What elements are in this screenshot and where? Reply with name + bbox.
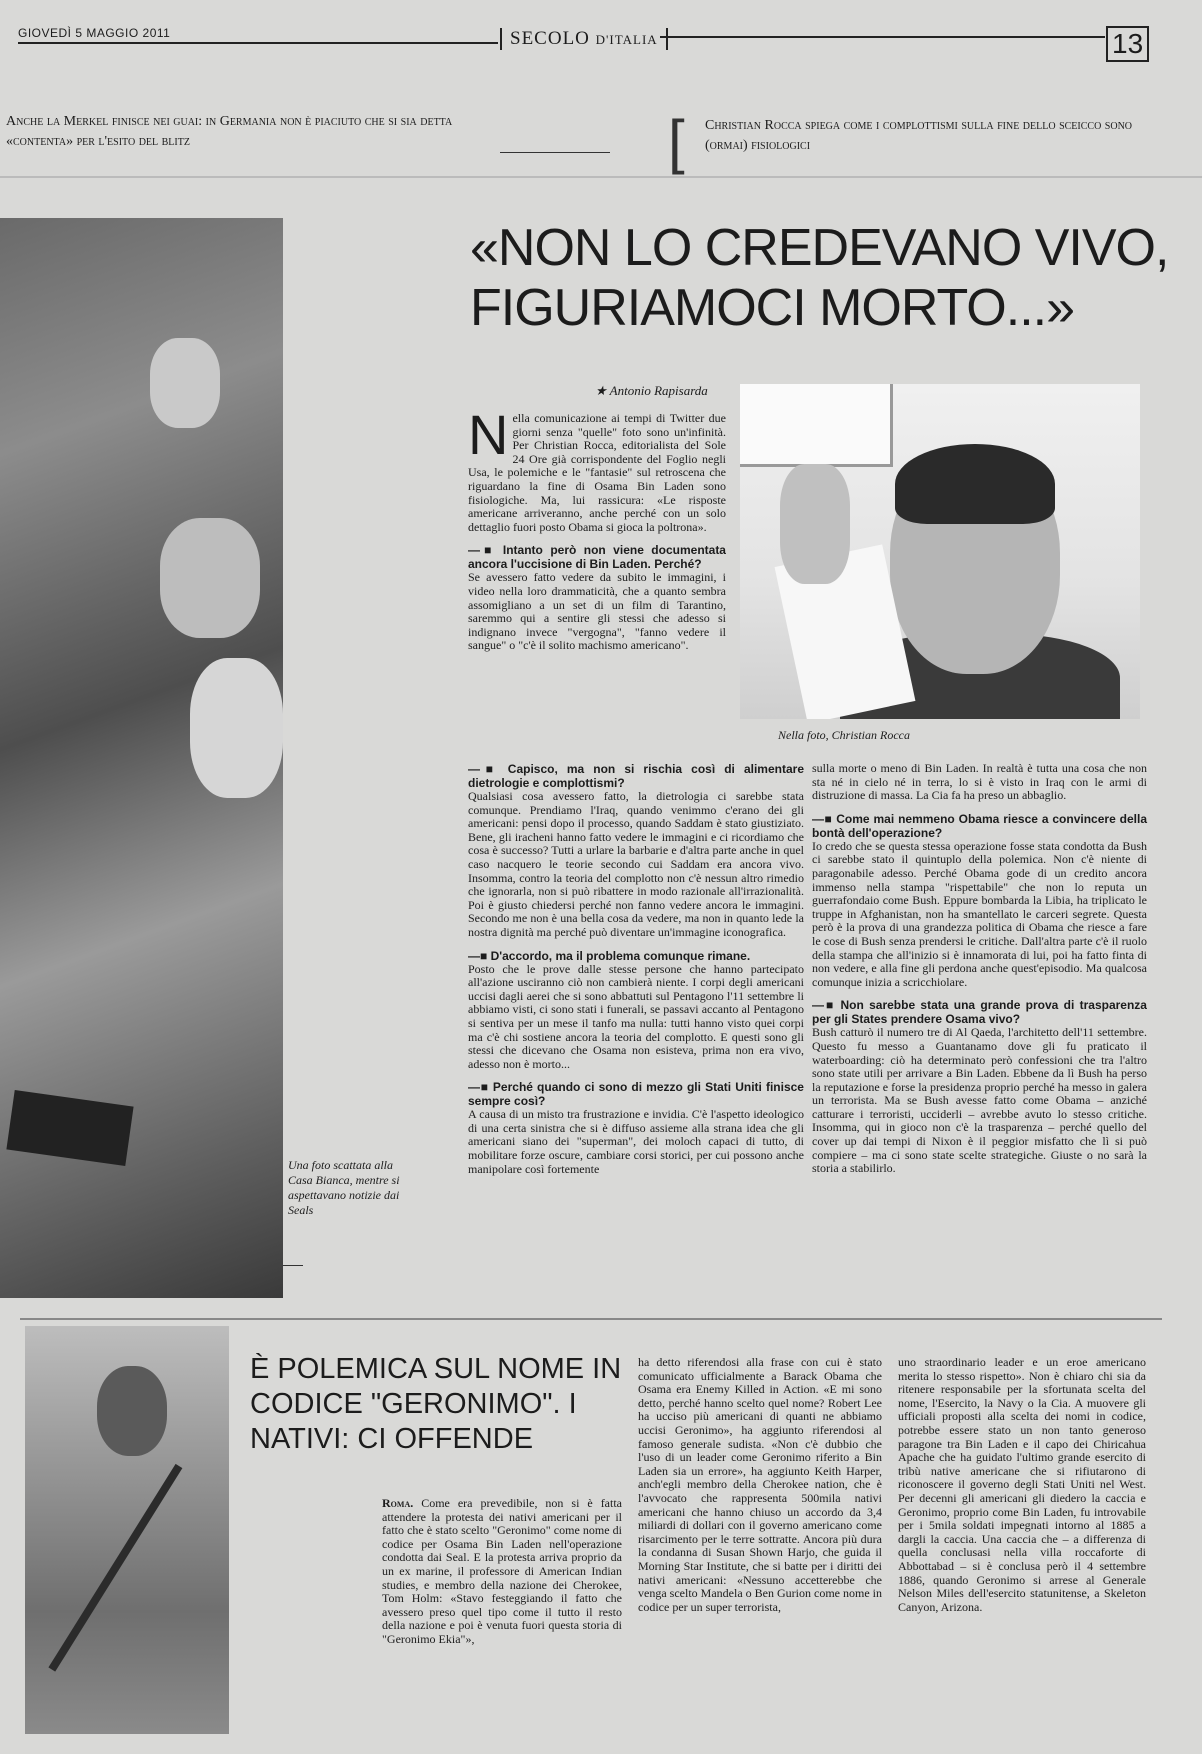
top-divider (0, 176, 1202, 178)
rocca-photo-caption: Nella foto, Christian Rocca (778, 728, 910, 742)
question-5: —■ Come mai nemmeno Obama riesce a convincere della bontà dell'operazione? (812, 812, 1147, 840)
issue-date: GIOVEDÌ 5 MAGGIO 2011 (18, 26, 171, 40)
geronimo-column-1 (382, 1497, 622, 1647)
answer-5: Io credo che se questa stessa operazione fosse stata condotta da Bush ci sarebbe stato il quintuplo della polemica. Non c'è niente di paragonabile adesso. Perché Obama gode di un credito ancora immenso nella stampa "rispettabile" che non lo reputa un guerrafondaio come Bush. Eppure bombarda la Libia, ha triplicato le truppe in Afghanistan, non ha smantellato le carceri segrete. Questa però è la prova di una grandezza politica di Obama che riesce a fare le cose di Bush senza prendersi le critiche. Dall'altra parte c'è il ruolo della stampa che all'inizio si è innamorata di lui, poi ha fatto finta di non vedere, e alla fine gli perdona anche quest'episodio. Ma qualcosa comunque inizia a scricchiolare. (812, 838, 1147, 989)
answer-1: Se avessero fatto vedere da subito le immagini, i video nella loro drammaticità, che a quanto sembra assomigliano a un set di un film di Tarantino, saremmo qui a sentire gli stessi che adesso si indignano invece "vergogna", "fanno vedere il sangue" o "c'è il solito machismo americano". (468, 570, 726, 653)
white-house-photo-caption: Una foto scattata alla Casa Bianca, mentre si aspettavano notizie dai Seals (288, 1158, 400, 1217)
masthead-rule-right (660, 36, 1105, 38)
newspaper-title-main: SECOLO (510, 28, 590, 49)
dateline: Roma. (382, 1496, 414, 1510)
geronimo-headline: È POLEMICA SUL NOME IN CODICE "GERONIMO". I NATIVI: CI OFFENDE (250, 1353, 622, 1455)
geronimo-photo (25, 1326, 229, 1734)
white-house-photo (0, 218, 283, 1298)
question-6: —■ Non sarebbe stata una grande prova di trasparenza per gli States prendere Osama vivo? (812, 998, 1147, 1026)
question-1: —■ Intanto però non viene documentata ancora l'uccisione di Bin Laden. Perché? (468, 543, 726, 571)
newspaper-title-small: D'ITALIA (595, 32, 658, 47)
caption-rule (283, 1265, 303, 1266)
question-3: —■ D'accordo, ma il problema comunque rimane. (468, 949, 804, 963)
bracket-icon: [ (668, 108, 685, 175)
answer-2: Qualsiasi cosa avessero fatto, la dietrologia ci sarebbe stata comunque. Prendiamo l'Iraq, quando venimmo c'erano dei gli americani: pensi dopo il processo, quando Saddam è stato giustiziato. Bene, gli iracheni hanno fatto vedere le immagini e ci ricordiamo che cosa è successo? Tutti a urlare la barbarie e d'altra parte anche in quel caso nacquero le teorie secondo cui Saddam era ancora vivo. Insomma, contro la teoria del complotto non c'è nessun altro rimedio che ignorarla, non si può ribattere in modo razionale all'irrazionalità. Poi è giusto chiedersi perché non fanno vedere ancora le immagini. Secondo me non è una bella cosa da vedere, ma non in quanto lede la nostra dignità ma perché può diventare un'immagine iconografica. (468, 789, 804, 939)
christian-rocca-photo (740, 384, 1140, 719)
article-column-2 (468, 762, 804, 1176)
teaser-rule (500, 152, 610, 153)
geronimo-text-2: ha detto riferendosi alla frase con cui è stato comunicato ufficialmente a Barack Obama che Osama era Enemy Killed in Action. «E mi sono detto, perché hanno scelto quel nome? Robert Lee ha ucciso più americani di quanti ne abbiamo uccisi Geronimo», ha aggiunto riferendosi al famoso generale sudista. «Non c'è dubbio che l'uso di un leader come Geronimo riferito a Bin Laden sia un errore», ha aggiunto Keith Harper, anch'egli membro della Cherokee nation, che è l'avvocato che rappresenta 500mila nativi americani che hanno chiuso un accordo da 3,4 miliardi di dollari con il governo americano come risarcimento per le terre sottratte. Ancora più dura la condanna di Susan Shown Harjo, che guida il Morning Star Institute, che si batte per i diritti dei nativi americani: «Nessuno accetterebbe che venga scelto Mandela o Ben Gurion come nome in codice per un super terrorista, (638, 1355, 882, 1614)
masthead-rule-left (18, 42, 498, 44)
article-intro: ella comunicazione ai tempi di Twitter due giorni senza "quelle" foto sono un'infinità. Per Christian Rocca, editorialista del Sole 24 Ore già corrispondente del Foglio negli Usa, le polemiche e le "fantasie" sul retroscena che riguardano la fine di Osama Bin Laden sono fisiologiche. Ma, lui rassicura: «Le risposte americane arriveranno, anche perché con un solo dettaglio fuori posto Obama si gioca la poltrona». (468, 411, 726, 534)
geronimo-column-3 (898, 1356, 1146, 1614)
page-number: 13 (1106, 26, 1149, 62)
teaser-merkel: Anche la Merkel finisce nei guai: in Germania non è piaciuto che si sia detta «contenta» per l'esito del blitz (6, 114, 453, 149)
drop-cap: N (468, 403, 509, 466)
article-column-3 (812, 762, 1147, 1176)
article-byline: ★ Antonio Rapisarda (595, 383, 708, 398)
answer-6: Bush catturò il numero tre di Al Qaeda, l'architetto dell'11 settembre. Questo fu messo a Guantanamo dove gli fu praticato il waterboarding: ciò ha determinato però confessioni che tra l'altro sono state utili per arrivare a Bin Laden. Ebbene da lì Bush ha perso la reputazione e forse la presidenza proprio perché ha messo in galera un terrorista. Ma se Bush avesse fatto come Obama – anziché catturare i terroristi, ucciderli – avrebbe avuto lo stesso critiche. Insomma, qui in gioco non c'è la trasparenza – perché quello del cover up dai tempi di Nixon è il peggior misfatto che lì si può compiere – ma ci sono state scelte strategiche. Giuste o no sarà la storia a stabilirlo. (812, 1025, 1147, 1176)
teaser-rocca: Christian Rocca spiega come i complottismi sulla fine dello sceicco sono (ormai) fisiologici (705, 118, 1133, 153)
question-2: —■ Capisco, ma non si rischia così di alimentare dietrologie e complottismi? (468, 762, 804, 790)
article-column-1 (468, 403, 726, 653)
geronimo-text-3: uno straordinario leader e un eroe americano merita lo stesso rispetto». Non è chiaro chi sia da ritenere responsabile per la sfortunata scelta del nome, l'Esercito, la Navy o la Cia. A muovere gli ufficiali proposti alla scelta dei nomi in codice, potrebbe essere stato un non tanto generoso paragone tra Bin Laden e il capo dei Chiricahua Apache che ha guidato l'ultimo grande esercito di tribù native americane che si rifiutarono di riconoscere il governo degli Stati Uniti nel West. Per decenni gli americani gli diedero la caccia e Geronimo, proprio come Bin Laden, fu introvabile per i 5mila soldati impegnati intorno al 1885 a dargli la caccia. Una caccia che – a differenza di quella conclusasi nella villa roccaforte di Abbottabad – si è conclusa però il 4 settembre 1886, quando Geronimo si arrese al Generale Nelson Miles dell'esercito statunitense, a Skeleton Canyon, Arizona. (898, 1355, 1146, 1614)
answer-3: Posto che le prove dalle stesse persone che hanno partecipato all'azione usciranno ciò non cambierà niente. I corpi degli americani uccisi dagli aerei che si sono abbattuti sul Pentagono l'11 settembre li abbiamo visti, ci sono stati i funerali, se passavi accanto al Pentagono si sentiva per un mese il tanfo ma nulla: tutti hanno visto quei corpi ma c'è chi sostiene ancora la teoria del complotto. E questi sono gli stessi che dicevano che Osama non esisteva, prima non era vivo, adesso non è morto... (468, 961, 804, 1071)
geronimo-column-2 (638, 1356, 882, 1614)
answer-4-continued: sulla morte o meno di Bin Laden. In realtà è tutta una cosa che non sta né in cielo né in terra, lo si è visto in Iraq con le armi di distruzione di massa. La Cia fa ha preso un abbaglio. (812, 761, 1147, 803)
geronimo-text-1: Come era prevedibile, non si è fatta attendere la protesta dei nativi americani per il fatto che è stato scelto "Geronimo" come nome di codice per Osama Bin Laden nell'operazione condotta dai Seal. E la protesta arriva proprio da un ex marine, il professore di American Indian studies, e membro della nazione dei Cherokee, Tom Holm: «Stavo festeggiando il fatto che avessero preso quel tipo come il tutto il resto della nazione e poi è venuta fuori questa storia di "Geronimo Ekia"», (382, 1496, 623, 1646)
article-headline: «NON LO CREDEVANO VIVO, FIGURIAMOCI MORTO...» (470, 219, 1169, 337)
section-divider (20, 1318, 1162, 1320)
question-4: —■ Perché quando ci sono di mezzo gli Stati Uniti finisce sempre così? (468, 1080, 804, 1108)
newspaper-title (500, 28, 668, 50)
answer-4: A causa di un misto tra frustrazione e invidia. C'è l'aspetto ideologico di una certa sinistra che si è diffuso assieme alla strana idea che gli americani siano dei "superman", dei moloch capaci di tutto, di mobilitare forze oscure, cambiare corsi storici, per cui possono anche manipolare così fortemente (468, 1107, 804, 1176)
